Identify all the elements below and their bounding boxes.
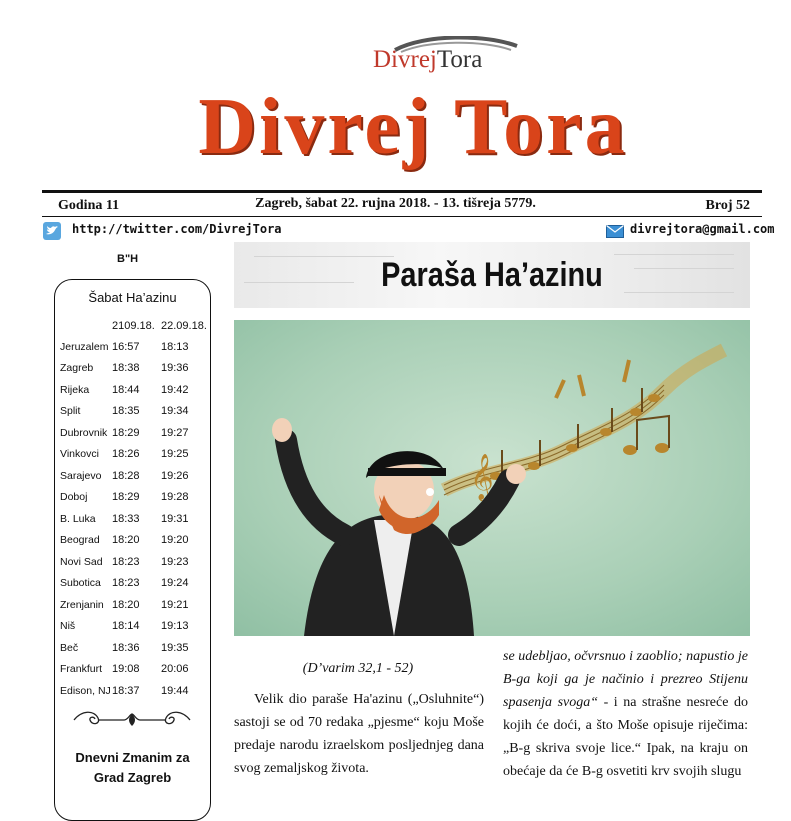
times-row	[60, 513, 210, 534]
times-row-time2: 19:13	[161, 620, 189, 632]
singer-illustration	[234, 320, 750, 636]
times-row-city: Zrenjanin	[60, 599, 104, 611]
times-row-time1: 18:14	[112, 620, 140, 632]
zmanim-title	[54, 748, 211, 788]
ornament-divider-icon	[68, 708, 196, 732]
logo-text-part2: Tora	[436, 46, 483, 73]
times-row-city: Beč	[60, 642, 79, 654]
times-row-city: Sarajevo	[60, 470, 102, 482]
header-rule-bottom	[42, 216, 762, 217]
times-row-city: Edison, NJ	[60, 685, 111, 697]
article-quote: se udebljao, očvrsnuo i zaoblio; napustio je B-ga koji ga je načinio i prezreo Stijenu spasenja svoga“	[503, 649, 748, 710]
times-row	[60, 384, 210, 405]
times-row-time1: 18:44	[112, 384, 140, 396]
email-icon	[606, 225, 624, 238]
times-row-city: Dubrovnik	[60, 427, 108, 439]
times-row-time2: 19:24	[161, 577, 189, 589]
times-row-time2: 19:21	[161, 599, 189, 611]
times-row-time2: 19:44	[161, 685, 189, 697]
times-row-city: Subotica	[60, 577, 101, 589]
times-row-time1: 18:23	[112, 577, 140, 589]
times-row-time1: 18:20	[112, 534, 140, 546]
times-row-city: Doboj	[60, 491, 88, 503]
parasha-title: Paraša Ha’azinu	[381, 256, 603, 294]
shabbat-times-title: Šabat Ha’azinu	[88, 290, 177, 305]
times-row-time1: 18:37	[112, 685, 140, 697]
logo-text	[373, 46, 482, 74]
times-row	[60, 427, 210, 448]
times-row-time1: 18:20	[112, 599, 140, 611]
times-row-time2: 19:35	[161, 642, 189, 654]
article-column-left	[234, 688, 484, 780]
times-row-time1: 18:38	[112, 362, 140, 374]
times-row-city: Jeruzalem	[60, 341, 109, 353]
times-row-time2: 19:34	[161, 405, 189, 417]
times-row-city: Vinkovci	[60, 448, 99, 460]
times-col2-header: 22.09.18.	[161, 320, 207, 332]
times-row	[60, 405, 210, 426]
times-row	[60, 556, 210, 577]
issue-date: Zagreb, šabat 22. rujna 2018. - 13. tišreja 5779.	[255, 196, 536, 211]
svg-text:𝄞: 𝄞	[470, 454, 494, 500]
times-row	[60, 448, 210, 469]
times-row-city: Novi Sad	[60, 556, 103, 568]
times-row	[60, 620, 210, 641]
twitter-link[interactable]: http://twitter.com/DivrejTora	[72, 222, 282, 236]
times-row	[60, 599, 210, 620]
times-row-city: Zagreb	[60, 362, 94, 374]
article-paragraph: Velik dio paraše Ha'azinu („Osluhnite“) sastoji se od 70 redaka „pjesme“ koju Moše predaje narodu izraelskom posljednjeg dana svog zemaljskog života.	[234, 692, 484, 776]
zmanim-title-line2: Grad Zagreb	[93, 770, 172, 785]
twitter-icon[interactable]	[43, 222, 61, 240]
email-link[interactable]: divrejtora@gmail.com	[630, 222, 775, 236]
times-row-city: Niš	[60, 620, 76, 632]
times-row	[60, 470, 210, 491]
times-row-time1: 18:29	[112, 427, 140, 439]
times-row-time2: 19:23	[161, 556, 189, 568]
issue-year: Godina 11	[58, 198, 120, 213]
times-row-time2: 19:25	[161, 448, 189, 460]
times-row	[60, 663, 210, 684]
times-row-city: Split	[60, 405, 81, 417]
article-continuation: - i na strašne nesreće do kojih će doći, a što Moše opisuje riječima: „B-g skriva svoje lice.“ Ipak, na kraju on obećaje da će B-g osvetiti krv svojih slugu	[503, 695, 748, 779]
times-row-time2: 18:13	[161, 341, 189, 353]
times-row-city: B. Luka	[60, 513, 96, 525]
zmanim-title-line1: Dnevni Zmanim za	[75, 750, 190, 765]
times-row	[60, 362, 210, 383]
times-row-time2: 19:31	[161, 513, 189, 525]
times-row-time2: 19:20	[161, 534, 189, 546]
verse-reference: (D’varim 32,1 - 52)	[302, 661, 414, 676]
times-row	[60, 642, 210, 663]
times-row-time1: 18:35	[112, 405, 140, 417]
times-row-time2: 19:36	[161, 362, 189, 374]
newspaper-title: Divrej Tora	[198, 83, 628, 171]
times-row-city: Rijeka	[60, 384, 90, 396]
times-row	[60, 491, 210, 512]
times-row	[60, 341, 210, 362]
times-row-time1: 18:23	[112, 556, 140, 568]
times-row-time1: 18:33	[112, 513, 140, 525]
bh-mark: B"H	[117, 253, 139, 265]
issue-number: Broj 52	[705, 198, 750, 213]
times-row-time2: 19:28	[161, 491, 189, 503]
logo-text-part1: Divrej	[373, 46, 437, 73]
times-row	[60, 685, 210, 706]
times-row	[60, 577, 210, 598]
times-row-city: Frankfurt	[60, 663, 103, 675]
times-row-time2: 20:06	[161, 663, 189, 675]
times-col1-header: 2109.18.	[112, 320, 155, 332]
article-column-right	[503, 645, 748, 783]
masthead-logo	[365, 36, 525, 80]
times-row-time1: 18:28	[112, 470, 140, 482]
times-row-time2: 19:27	[161, 427, 189, 439]
times-row-time1: 18:26	[112, 448, 140, 460]
times-row-time1: 16:57	[112, 341, 140, 353]
times-row-time2: 19:26	[161, 470, 189, 482]
times-row-city: Beograd	[60, 534, 100, 546]
header-rule-top	[42, 190, 762, 193]
times-row-time1: 18:36	[112, 642, 140, 654]
times-row	[60, 534, 210, 555]
times-row-time2: 19:42	[161, 384, 189, 396]
times-row-time1: 18:29	[112, 491, 140, 503]
times-row-time1: 19:08	[112, 663, 140, 675]
